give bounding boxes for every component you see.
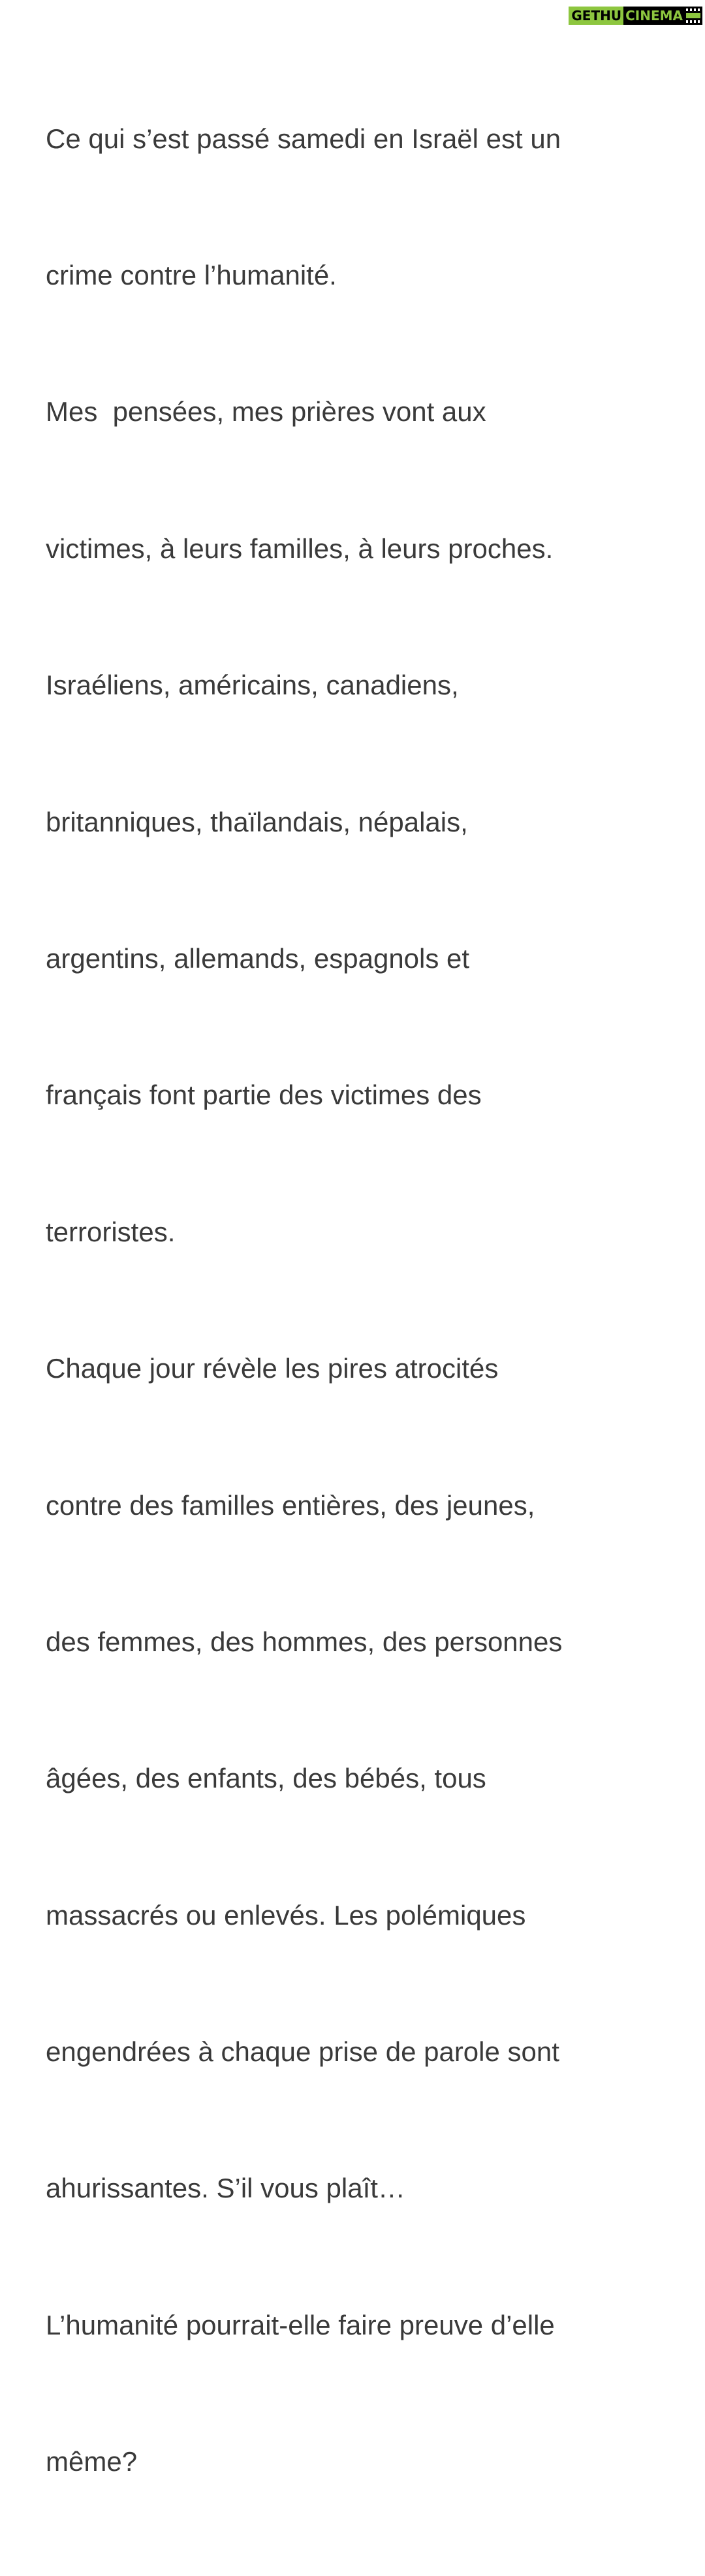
- text-line: argentins, allemands, espagnols et: [46, 942, 470, 974]
- text-line: Ce qui s’est passé samedi en Israël est un: [46, 123, 561, 154]
- watermark-logo: [569, 5, 702, 27]
- text-line: Mes pensées, mes prières vont aux: [46, 396, 486, 427]
- text-line: même?: [46, 2446, 138, 2477]
- watermark-text-part2: CINEMA: [623, 7, 684, 25]
- text-line: contre des familles entières, des jeunes,: [46, 1489, 535, 1521]
- text-line: britanniques, thaïlandais, népalais,: [46, 806, 468, 837]
- text-line: âgées, des enfants, des bébés, tous: [46, 1763, 486, 1794]
- statement-text: [46, 25, 692, 2576]
- text-line: victimes, à leurs familles, à leurs proches.: [46, 533, 554, 564]
- text-line: français font partie des victimes des: [46, 1079, 482, 1111]
- film-strip-icon: [684, 7, 702, 25]
- text-line: ahurissantes. S’il vous plaît…: [46, 2173, 405, 2204]
- text-line: des femmes, des hommes, des personnes: [46, 1626, 563, 1657]
- text-line: engendrées à chaque prise de parole sont: [46, 2036, 559, 2068]
- text-line: Israéliens, américains, canadiens,: [46, 670, 459, 701]
- text-line: Chaque jour révèle les pires atrocités: [46, 1353, 499, 1384]
- watermark-wordmark: [569, 7, 684, 25]
- text-line: L’humanité pourrait-elle faire preuve d’elle: [46, 2309, 555, 2340]
- text-line: crime contre l’humanité.: [46, 259, 337, 290]
- text-line: massacrés ou enlevés. Les polémiques: [46, 1899, 526, 1931]
- watermark-text-part1: GETHU: [569, 7, 623, 25]
- text-line: terroristes.: [46, 1216, 176, 1247]
